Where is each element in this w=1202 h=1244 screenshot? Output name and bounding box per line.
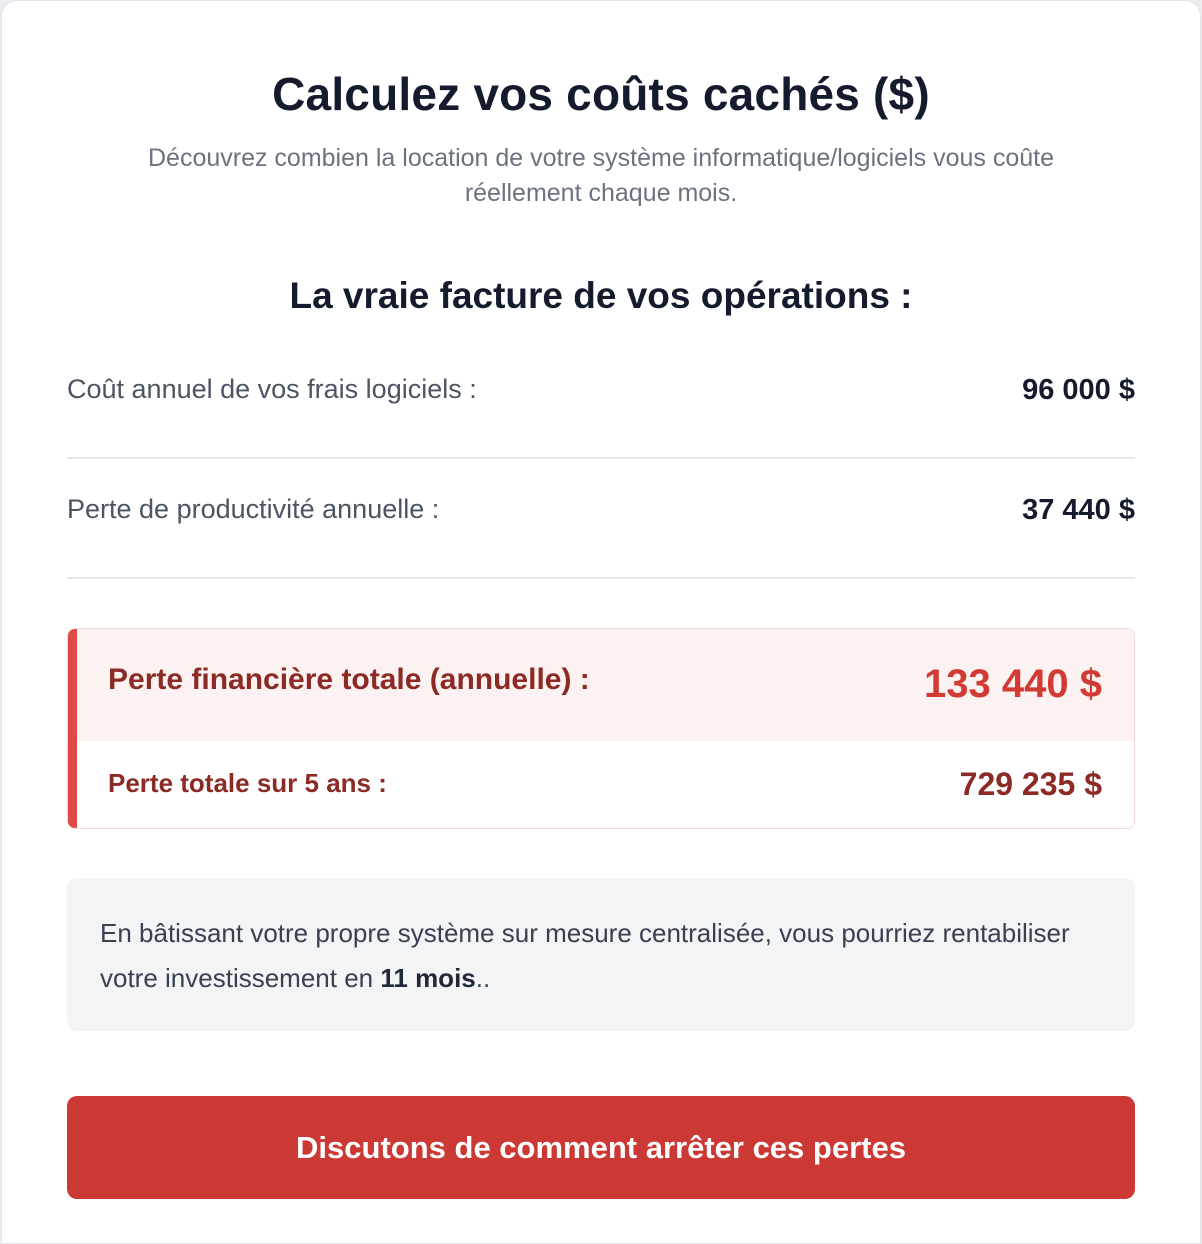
roi-info-box [67, 878, 1135, 1031]
calculator-card [1, 0, 1201, 1244]
breakdown-heading: La vraie facture de vos opérations : [289, 275, 913, 316]
page-title: Calculez vos coûts cachés ($) [272, 68, 930, 120]
productivity-loss-row [67, 459, 1135, 579]
page-subtitle: Découvrez combien la location de votre système informatique/logiciels vous coûte réellement chaque mois. [147, 144, 1054, 207]
loss-accent-bar [68, 629, 77, 828]
loss-summary-box [67, 628, 1135, 829]
software-cost-row [67, 339, 1135, 459]
roi-info-text-end: .. [475, 963, 491, 993]
five-year-loss-value: 729 235 $ [959, 766, 1102, 802]
annual-loss-label: Perte financière totale (annuelle) : [108, 663, 590, 696]
productivity-loss-label: Perte de productivité annuelle : [67, 494, 440, 524]
roi-payback-period: 11 mois [380, 963, 476, 993]
annual-loss-value: 133 440 $ [924, 662, 1102, 706]
contact-cta-button[interactable]: Discutons de comment arrêter ces pertes [67, 1096, 1135, 1199]
annual-loss-row [77, 629, 1134, 741]
roi-info-text [100, 911, 1095, 1001]
five-year-loss-label: Perte totale sur 5 ans : [108, 768, 387, 798]
software-cost-value: 96 000 $ [1022, 374, 1135, 406]
five-year-loss-row [77, 741, 1134, 828]
productivity-loss-value: 37 440 $ [1022, 494, 1135, 526]
roi-info-text-start: En bâtissant votre propre système sur mesure centralisée, vous pourriez rentabiliser votre investissement en [100, 918, 1070, 993]
software-cost-label: Coût annuel de vos frais logiciels : [67, 374, 477, 404]
